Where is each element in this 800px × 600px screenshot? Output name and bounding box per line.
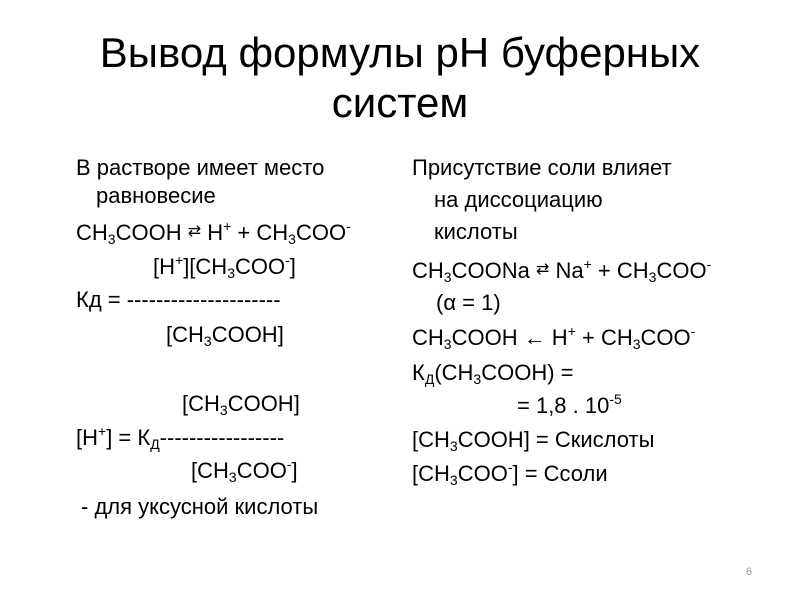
alpha-value: (α = 1) xyxy=(436,290,501,315)
page-number: 6 xyxy=(745,566,752,578)
salt-text-2: на диссоциацию xyxy=(434,187,603,212)
acetic-acid-note: - для уксусной кислоты xyxy=(81,494,319,519)
h-fraction-line: $[H^+] = К_Д-----------------$ xyxy=(76,423,285,452)
acid-concentration: $[CH_3COOH]$ = Cкислоты xyxy=(412,427,655,454)
slide-title: Вывод формулы pH буферных систем xyxy=(99,29,701,126)
equilibrium-arrow-icon: ⇄ xyxy=(535,261,550,278)
dissociation-equation: $CH_3COOH$ ⇄ $H^+ + CH_3COO^-$ xyxy=(76,218,351,247)
acid-shift: $CH_3COOH$ ← $H^+ + CH_3COO^-$ xyxy=(412,323,696,352)
intro-text-2: равновесие xyxy=(96,183,216,208)
kd-expression: $К_Д(CH_3COOH)$ = xyxy=(412,360,574,387)
intro-line-2 xyxy=(96,182,216,210)
equilibrium-arrow-icon: ⇄ xyxy=(187,223,202,240)
salt-concentration: $[CH_3COO^-]$ = Cсоли xyxy=(412,459,608,488)
salt-dissociation: $CH_3COONa$ ⇄ $Na^+ + CH_3COO^-$ xyxy=(412,256,712,285)
h-numerator: $[CH_3COOH]$ xyxy=(182,391,300,418)
salt-text-3: кислоты xyxy=(434,219,518,244)
kd-numerator: $[H^+][CH_3COO^-]$ xyxy=(153,252,296,281)
h-denominator: $[CH_3COO^-]$ xyxy=(191,456,298,485)
salt-text-1: Присутствие соли влияет xyxy=(412,155,672,180)
kd-denominator: $[CH_3COOH]$ xyxy=(166,322,284,349)
kd-value: = 1,8 . $10^{-5}$ xyxy=(517,391,622,418)
intro-line-1 xyxy=(76,154,324,182)
intro-text-1: В растворе имеет место xyxy=(76,155,325,180)
kd-fraction-line: Кд = --------------------- xyxy=(76,287,281,312)
